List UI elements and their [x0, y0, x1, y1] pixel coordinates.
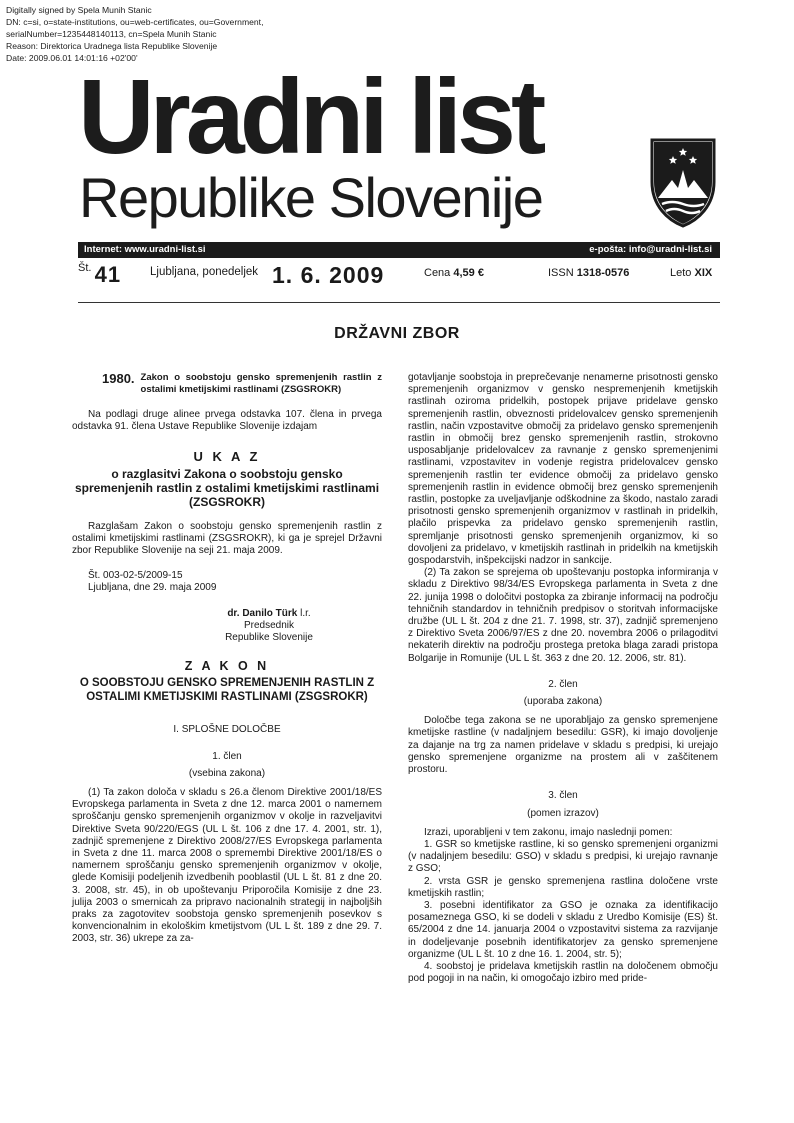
zakon-heading: Z A K O N — [184, 659, 270, 674]
article-3-subtitle: (pomen izrazov) — [527, 807, 599, 819]
masthead-title: Uradni list — [78, 58, 542, 176]
issn-value: 1318-0576 — [576, 267, 630, 279]
article-heading — [102, 372, 382, 395]
issn-label: ISSN — [548, 267, 574, 279]
article-1-heading: 1. člen — [212, 750, 242, 762]
article-title: Zakon o soobstoju gensko spremenjenih rastlin z ostalimi kmetijskimi rastlinami (ZSGSROKR) — [140, 372, 382, 395]
article-2-subtitle: (uporaba zakona) — [523, 696, 603, 708]
right-column — [408, 372, 718, 985]
internet-link[interactable]: Internet: www.uradni-list.si — [84, 244, 206, 255]
ukaz-heading: U K A Z — [193, 449, 261, 465]
signature-line: Digitally signed by Spela Munih Stanic — [6, 5, 152, 15]
signer-role: Predsednik — [243, 619, 295, 631]
left-column — [72, 372, 382, 946]
article-1-continued: gotavljanje soobstoja in preprečevanje nenamerne prisotnosti gensko spremenjenih organizmov v gensko nespremenjenih kmetijskih rastlinah oziroma pridelkih, postopek prijave pridelave gensko spremenjenih rastlin, obveznosti pridelovalcev gensko spremenjenih rastlin, način vzpostavitve območij za pridelavo gensko spremenjenih rastlin in območij brez gensko spremenjenih rastlin, strokovno usposabljanje pridelovalcev za ravnanje z gensko spremenjenimi rastlinami, vzpostavitev in vodenje registra pridelovalcev gensko spremenjenih rastlin ter evidence območij za pridelavo gensko spremenjenih rastlin in evidence območij brez gensko spremenjenih rastlin, postopke za uveljavljanje odškodnine za škodo, nastalo zaradi prisotnosti gensko spremenjenih organizmov v rastlinah in pridelkih, plačilo prispevka za pridelavo gensko spremenjenih rastlin, spremljanje prisotnosti gensko spremenjenih organizmov, ki so dovoljeni za pridelavo, v kmetijskih rastlinah in pridelkih na kmetijskih gospodarstvih, inšpekcijski nadzor in sankcije. — [408, 372, 718, 567]
signature-line: Reason: Direktorica Uradnega lista Republike Slovenije — [6, 41, 218, 51]
signer-name: dr. Danilo Türk — [227, 607, 298, 619]
article-1-subtitle: (vsebina zakona) — [188, 767, 266, 779]
issue-number-value: 41 — [94, 262, 122, 287]
article-number: 1980. — [102, 371, 135, 386]
signature-line: Date: 2009.06.01 14:01:16 +02'00' — [6, 53, 138, 63]
chapter-heading: I. SPLOŠNE DOLOČBE — [173, 724, 281, 736]
article-1-text: (1) Ta zakon določa v skladu s 26.a členom Direktive 2001/18/ES Evropskega parlamenta in Sveta z dne 12. marca 2001 o namernem sproščanju gensko spremenjenih organizmov v okolje in razveljavitvi Direktive Sveta 90/220/EGS (UL L št. 106 z dne 17. 4. 2001, str. 1), zadnjič spremenjene z Direktivo 2008/27/ES Evropskega parlamenta in Sveta z dne 11. marca 2008 o spremembi Direktive 2001/18/ES o namernem sproščanju gensko spremenjenih organizmov v okolje, glede Komisiji podeljenih izvedbenih pooblastil (UL L št. 81 z dne 20. 3. 2008, str. 45), in ob upoštevanju Priporočila Komisije z dne 23. julija 2003 o smernicah za pripravo nacionalnih strategij in najboljših praks za zagotovitev soobstoja gensko spremenjenih posevkov s konvencionalnim in ekološkim kmetijstvom (UL L št. 189 z dne 29. 7. 2003, str. 36) ukrepe za za- — [72, 787, 382, 945]
masthead-subtitle: Republike Slovenije — [79, 166, 543, 229]
article-3-item-4: 4. soobstoj je pridelava kmetijskih rastlin na določenem območju pod pogoji in na način, ki omogočajo izbiro med pride- — [408, 960, 718, 985]
signature-line: serialNumber=1235448140113, cn=Spela Munih Stanic — [6, 29, 217, 39]
digital-signature — [6, 4, 263, 64]
price-label: Cena — [424, 267, 451, 279]
reference-date: Ljubljana, dne 29. maja 2009 — [88, 582, 217, 594]
section-heading: DRŽAVNI ZBOR — [334, 325, 460, 342]
issue-city-day: Ljubljana, ponedeljek — [150, 266, 259, 278]
header-divider — [78, 302, 720, 303]
year-label: Leto — [670, 267, 692, 279]
signer-suffix: l.r. — [297, 607, 311, 619]
promulgation-text: Razglašam Zakon o soobstoju gensko spremenjenih rastlin z ostalimi kmetijskimi rastlinami (ZSGSROKR), ki ga je sprejel Državni zbor Republike Slovenije na seji 21. maja 2009. — [72, 520, 382, 557]
coat-of-arms-icon — [648, 136, 718, 228]
contact-bar — [78, 242, 720, 258]
issue-year — [670, 267, 712, 297]
article-3-item-1: 1. GSR so kmetijske rastline, ki so gensko spremenjeni organizmi (v nadaljnjem besedilu: GSO) v skladu s predpisi, ki urejajo ravnanje z GSO; — [408, 838, 718, 875]
article-1-paragraph-2: (2) Ta zakon se sprejema ob upoštevanju postopka informiranja v skladu z Direktivo 98/34/ES Evropskega parlamenta in Sveta z dne 22. junija 1998 o določitvi postopka za zbiranje informacij na področju tehničnih standardov in tehničnih predpisov o storitvah informacijske družbe (UL L št. 204 z dne 21. 7. 1998, str. 37), zadnjič spremenjeno z Direktivo Sveta 2006/97/ES z dne 20. novembra 2006 o prilagoditvi nekaterih direktiv na področju prostega pretoka blaga zaradi pristopa Bolgarije in Romunije (UL L št. 363 z dne 20. 12. 2006, str. 81). — [408, 567, 718, 664]
ukaz-subtitle: o razglasitvi Zakona o soobstoju gensko spremenjenih rastlin z ostalimi kmetijskimi rastlinami (ZSGSROKR) — [74, 466, 380, 509]
article-3-item-3: 3. posebni identifikator za GSO je oznaka za identifikacijo posameznega GSO, ki se dodeli v skladu z Uredbo Komisije (ES) št. 65/2004 z dne 14. januarja 2004 o vzpostavitvi sistema za razvijanje in dodeljevanje posebnih identifikatorjev za gensko spremenjene organizme (UL L št. 10 z dne 16. 1. 2004, str. 5); — [408, 899, 718, 960]
issue-number — [78, 262, 121, 292]
price-value: 4,59 € — [453, 267, 484, 279]
article-3-heading: 3. člen — [548, 790, 578, 802]
reference-number: Št. 003-02-5/2009-15 — [88, 570, 183, 582]
zakon-subtitle: O SOOBSTOJU GENSKO SPREMENJENIH RASTLIN Z OSTALIMI KMETIJSKIMI RASTLINAMI (ZSGSROKR) — [79, 677, 375, 704]
signer-name-line — [72, 608, 382, 620]
issue-date: 1. 6. 2009 — [272, 262, 385, 288]
signature-line: DN: c=si, o=state-institutions, ou=web-certificates, ou=Government, — [6, 17, 264, 27]
article-3-item-2: 2. vrsta GSR je gensko spremenjena rastlina določene vrste kmetijskih rastlin; — [408, 875, 718, 899]
article-2-heading: 2. člen — [548, 678, 578, 690]
issue-price — [424, 267, 484, 297]
year-value: XIX — [694, 267, 713, 279]
article-2-text: Določbe tega zakona se ne uporabljajo za gensko spremenjene kmetijske rastline (v nadaljnjem besedilu: GSR), ki imajo dovoljenje za dajanje na trg za namen pridelave v skladu s predpisi, ki urejajo gensko spremenjene organizme na prostem ali v zaščitenem prostoru. — [408, 715, 718, 776]
signer-country: Republike Slovenije — [225, 632, 313, 644]
email-link[interactable]: e-pošta: info@uradni-list.si — [589, 244, 712, 255]
article-3-intro: Izrazi, uporabljeni v tem zakonu, imajo naslednji pomen: — [424, 826, 673, 838]
legal-basis: Na podlagi druge alinee prvega odstavka 107. člena in prvega odstavka 91. člena Ustave Republike Slovenije izdajam — [72, 409, 382, 433]
issue-issn — [548, 267, 629, 297]
issue-number-label: Št. — [78, 262, 92, 274]
